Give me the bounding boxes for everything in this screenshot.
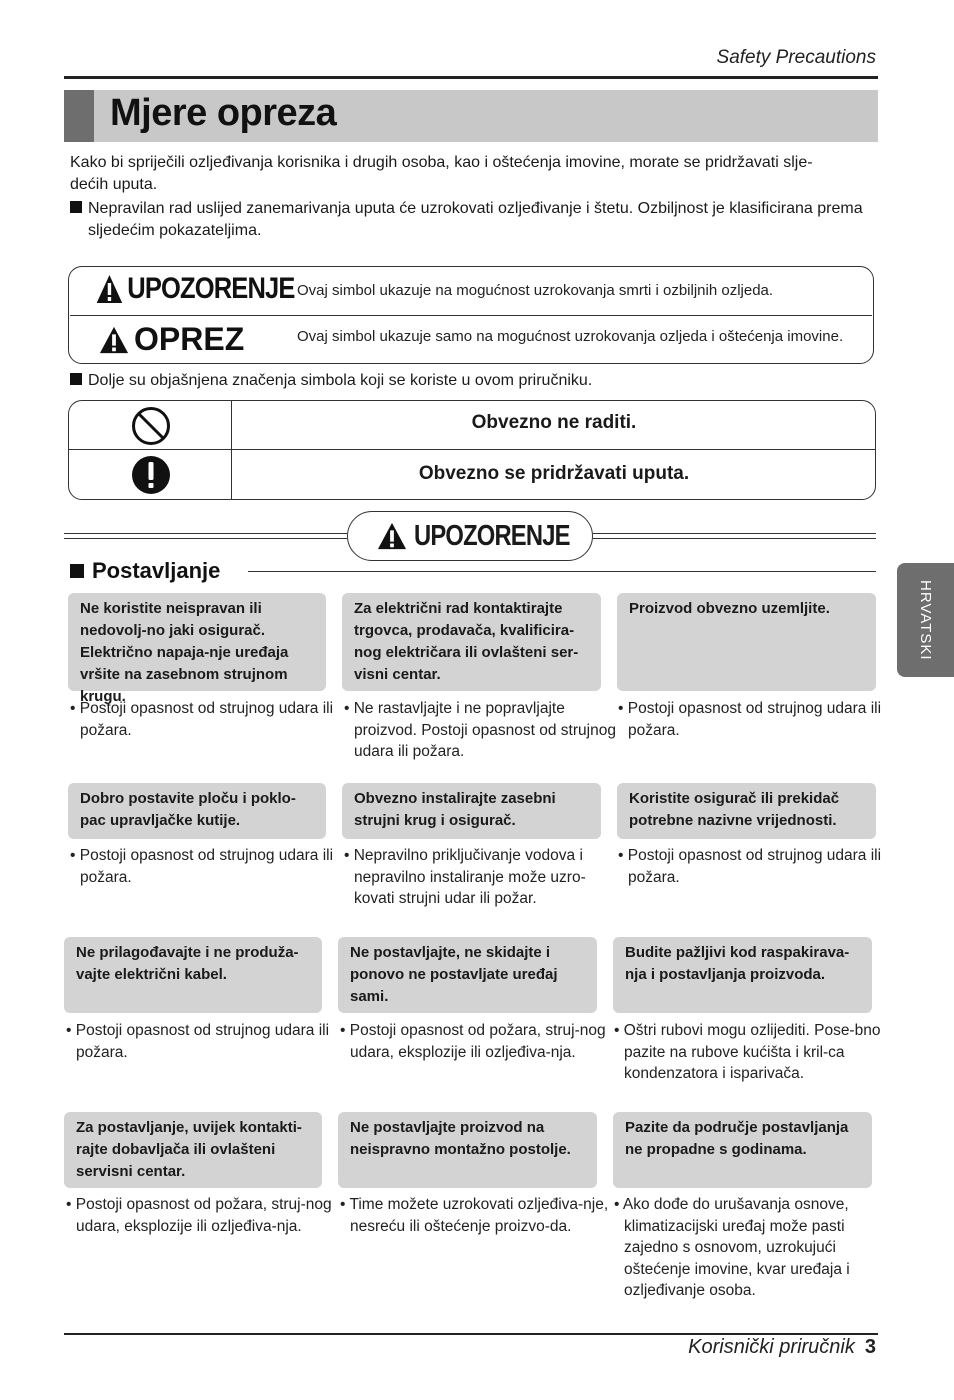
warning-triangle-icon	[95, 273, 124, 305]
intro-paragraph	[70, 152, 870, 196]
signal-caution-label: OPREZ	[98, 321, 244, 358]
card-head: Proizvod obvezno uzemljite.	[617, 593, 876, 691]
card-body: • Time možete uzrokovati ozljeđiva-nje, nesreću ili oštećenje proizvo-da.	[340, 1196, 609, 1235]
card-body: • Postoji opasnost od strujnog udara ili požara.	[618, 700, 882, 739]
card-body: • Postoji opasnost od strujnog udara ili požara.	[618, 847, 882, 886]
symbols-note: Dolje su objašnjena značenja simbola koji se koriste u ovom priručniku.	[70, 370, 592, 392]
warning-triangle-icon	[98, 325, 130, 355]
card-body: • Ne rastavljajte i ne popravljajte proizvod. Postoji opasnost od strujnog udara ili požara.	[344, 700, 616, 760]
footer	[688, 1336, 876, 1359]
warning-triangle-icon	[376, 521, 408, 551]
header-section-label: Safety Precautions	[716, 47, 876, 68]
card-body: • Postoji opasnost od strujnog udara ili požara.	[70, 700, 334, 739]
card-head: Za postavljanje, uvijek kontakti-rajte dobavljača ili ovlašteni servisni centar.	[64, 1112, 322, 1188]
card-body: • Postoji opasnost od strujnog udara ili požara.	[70, 847, 334, 886]
bullet-square-icon	[70, 201, 82, 213]
card-head: Pazite da područje postavljanja ne propadne s godinama.	[613, 1112, 872, 1188]
warning-banner-label: UPOZORENJE	[414, 519, 570, 552]
intro-line-1: Kako bi spriječili ozljeđivanja korisnika i drugih osoba, kao i oštećenja imovine, morate se pridržavati slje-	[70, 154, 813, 171]
prohibited-icon	[130, 405, 172, 447]
page-number: 3	[864, 1336, 876, 1358]
card-head: Za električni rad kontaktirajte trgovca, prodavača, kvalificira-nog električara ili ovlašteni ser-visni centar.	[342, 593, 601, 691]
banner-line-left	[64, 533, 347, 539]
intro-bullet	[70, 198, 870, 242]
title-accent	[64, 90, 94, 142]
symbol-meaning-mandatory: Obvezno se pridržavati uputa.	[418, 463, 690, 484]
card-head: Ne koristite neispravan ili nedovolj-no jaki osigurač. Električno napaja-nje uređaja vršite na zasebnom strujnom krugu.	[68, 593, 326, 691]
card-head: Obvezno instalirajte zasebni strujni krug i osigurač.	[342, 783, 601, 839]
language-side-tab-label: HRVATSKI	[917, 579, 934, 661]
banner-line-right	[593, 533, 876, 539]
card-body: • Postoji opasnost od požara, struj-nog udara, eksplozije ili ozljeđiva-nja.	[66, 1196, 332, 1235]
footer-rule	[64, 1333, 878, 1335]
card-body: • Ako dođe do urušavanja osnove, klimatizacijski uređaj može pasti zajedno s osnovom, uzrokujući oštećenje imovine, kvar uređaja i ozljeđivanje osoba.	[614, 1196, 850, 1299]
bullet-square-icon	[70, 564, 84, 578]
signal-warning-description: Ovaj simbol ukazuje na mogućnost uzrokovanja smrti i ozbiljnih ozljeda.	[297, 282, 774, 299]
intro-line-2: dećih uputa.	[70, 176, 158, 193]
card-head: Dobro postavite ploču i poklo-pac upravljačke kutije.	[68, 783, 326, 839]
card-head: Koristite osigurač ili prekidač potrebne nazivne vrijednosti.	[617, 783, 876, 839]
header-rule	[64, 76, 878, 79]
intro-bullet-text: Nepravilan rad uslijed zanemarivanja uputa će uzrokovati ozljeđivanje i štetu. Ozbiljnost je klasificirana prema sljedećim pokazateljima.	[88, 200, 863, 239]
card-head: Ne postavljajte, ne skidajte i ponovo ne postavljate uređaj sami.	[338, 937, 597, 1013]
symbol-meaning-prohibited: Obvezno ne raditi.	[471, 412, 637, 433]
exclamation-icon	[130, 455, 172, 495]
card-body: • Nepravilno priključivanje vodova i nepravilno instaliranje može uzro-kovati strujni udar ili požar.	[344, 847, 586, 907]
card-head: Ne postavljajte proizvod na neispravno montažno postolje.	[338, 1112, 597, 1188]
signal-warning-label: UPOZORENJE	[95, 272, 295, 306]
signal-caution-description: Ovaj simbol ukazuje samo na mogućnost uzrokovanja ozljeda i oštećenja imovine.	[297, 328, 844, 345]
section-title: Postavljanje	[92, 558, 221, 583]
symbols-table-row-divider	[69, 449, 875, 450]
card-body: • Oštri rubovi mogu ozlijediti. Pose-bno pazite na rubove kućišta i kril-ca kondenzatora i isparivača.	[614, 1022, 881, 1082]
card-body: • Postoji opasnost od strujnog udara ili požara.	[66, 1022, 330, 1061]
footer-label: Korisnički priručnik	[688, 1336, 855, 1358]
page-title: Mjere opreza	[110, 92, 337, 134]
signal-divider	[70, 315, 872, 316]
section-heading	[70, 558, 220, 584]
card-body: • Postoji opasnost od požara, struj-nog udara, eksplozije ili ozljeđiva-nja.	[340, 1022, 606, 1061]
warning-banner	[347, 511, 593, 561]
card-head: Budite pažljivi kod raspakirava-nja i postavljanja proizvoda.	[613, 937, 872, 1013]
bullet-square-icon	[70, 373, 82, 385]
card-head: Ne prilagođavajte i ne produža-vajte električni kabel.	[64, 937, 322, 1013]
section-rule	[248, 571, 876, 572]
